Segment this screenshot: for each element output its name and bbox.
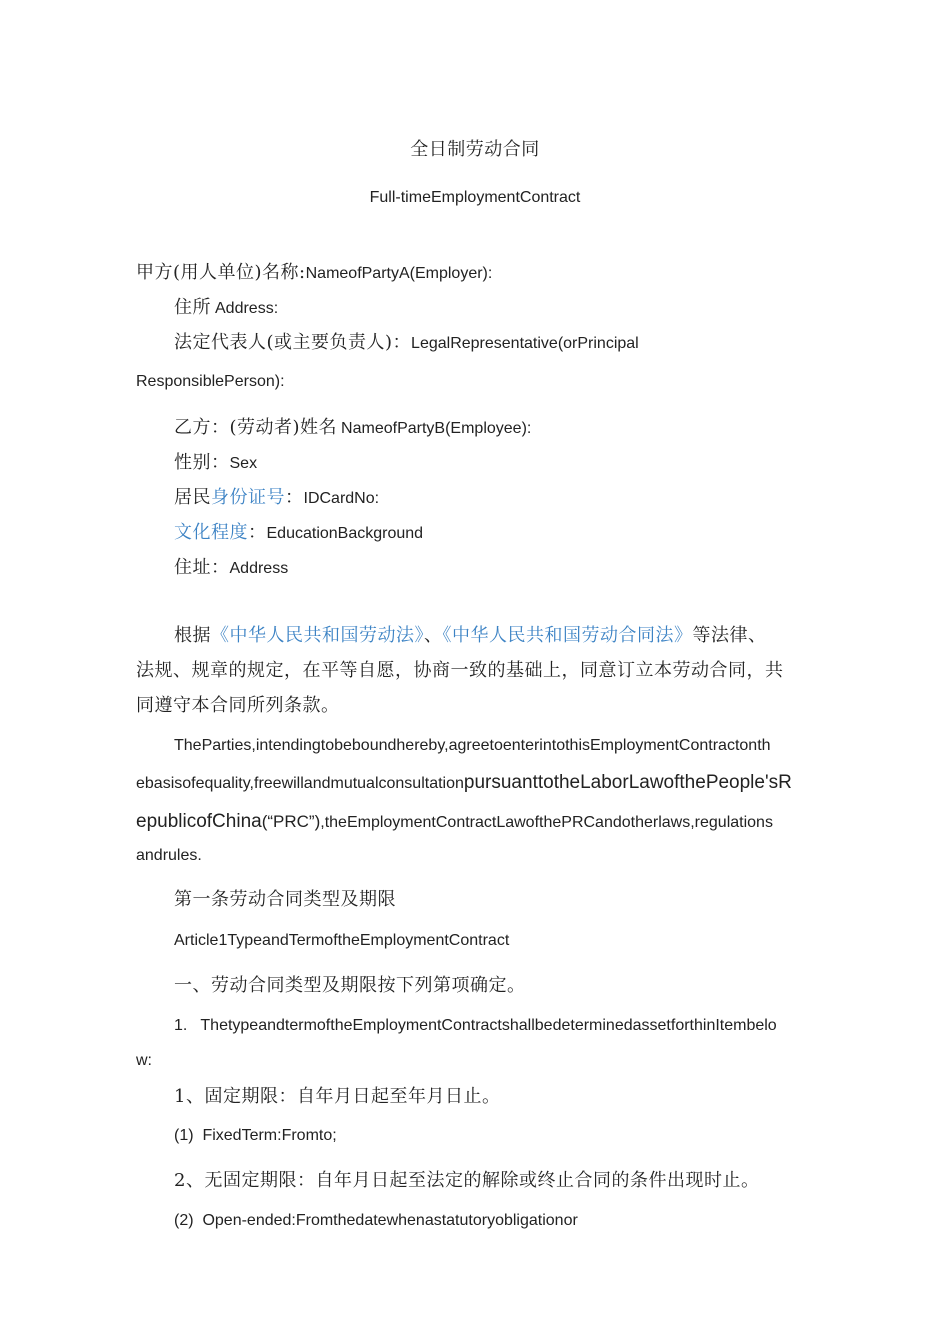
party-b-id-prefix: 居民 bbox=[174, 487, 211, 508]
article1-open-en: (2) Open-ended:Fromthedatewhenastatutoryobligationor bbox=[174, 1212, 578, 1229]
party-a-name-line bbox=[136, 264, 492, 282]
article1-item1-cn: 一、劳动合同类型及期限按下列第项确定。 bbox=[174, 975, 526, 996]
preamble-en-l3-c: ,theEmploymentContractLawofthePRCandotherlaws,regulations bbox=[320, 814, 773, 831]
party-a-rep-cn: 法定代表人(或主要负责人)： bbox=[174, 332, 412, 353]
preamble-cn-l1-a: 根据 bbox=[174, 625, 211, 646]
preamble-cn-line-1 bbox=[174, 627, 767, 645]
party-b-name-en: NameofPartyB(Employee): bbox=[341, 420, 532, 437]
preamble-cn-line-3: 同遵守本合同所列条款。 bbox=[136, 695, 340, 716]
party-b-name-line bbox=[174, 419, 531, 437]
preamble-en-l3-a: epublicofChina bbox=[136, 811, 262, 832]
party-b-edu-colon: ： bbox=[248, 522, 267, 543]
party-a-address-cn: 住所 bbox=[174, 297, 211, 318]
article1-fixed-en: (1) FixedTerm:Fromto; bbox=[174, 1127, 337, 1144]
party-a-rep-line bbox=[174, 334, 639, 352]
party-b-sex-line bbox=[174, 454, 257, 472]
party-b-name-cn: 乙方：(劳动者)姓名 bbox=[174, 417, 338, 438]
preamble-en-l2-b: pursuanttotheLaborLawofthePeople'sR bbox=[463, 772, 792, 793]
preamble-en-line-2 bbox=[136, 773, 792, 792]
article1-title-cn: 第一条劳动合同类型及期限 bbox=[174, 889, 396, 910]
party-b-edu-line bbox=[174, 524, 423, 542]
party-b-address-cn: 住址： bbox=[174, 557, 230, 578]
party-b-id-colon: ： bbox=[285, 487, 304, 508]
party-b-id-line bbox=[174, 489, 379, 507]
party-b-edu-en: EducationBackground bbox=[266, 525, 424, 542]
party-a-name-en: NameofPartyA(Employer): bbox=[305, 265, 493, 282]
party-b-sex-en: Sex bbox=[229, 455, 258, 472]
article1-item1-en: 1. ThetypeandtermoftheEmploymentContractshallbedeterminedassetforthinItembelo bbox=[174, 1017, 777, 1034]
preamble-en-l3-b: (“PRC”) bbox=[261, 812, 321, 831]
party-a-rep-en: LegalRepresentative(orPrincipal bbox=[411, 335, 639, 352]
preamble-en-line-3 bbox=[136, 812, 773, 831]
id-card-link[interactable]: 身份证号 bbox=[211, 487, 285, 508]
article1-item1-en-cont: w: bbox=[136, 1052, 152, 1069]
party-a-address-line bbox=[174, 299, 278, 317]
party-a-address-en: Address: bbox=[215, 300, 279, 317]
party-b-id-en: IDCardNo: bbox=[303, 490, 380, 507]
preamble-cn-line-2: 法规、规章的规定，在平等自愿，协商一致的基础上，同意订立本劳动合同，共 bbox=[136, 660, 784, 681]
party-b-address-en: Address bbox=[229, 560, 289, 577]
article1-fixed-cn: 1、固定期限：自年月日起至年月日止。 bbox=[174, 1086, 501, 1107]
title-cn: 全日制劳动合同 bbox=[410, 139, 540, 160]
title-en: Full-timeEmploymentContract bbox=[369, 189, 581, 206]
party-b-address-line bbox=[174, 559, 288, 577]
party-a-name-cn: 甲方(用人单位)名称: bbox=[136, 262, 306, 283]
party-b-sex-cn: 性别： bbox=[174, 452, 230, 473]
labor-contract-law-link[interactable]: 《中华人民共和国劳动合同法》 bbox=[442, 625, 693, 646]
article1-open-cn: 2、无固定期限：自年月日起至法定的解除或终止合同的条件出现时止。 bbox=[174, 1170, 760, 1191]
preamble-en-line-1: TheParties,intendingtobeboundhereby,agreetoenterintothisEmploymentContractonth bbox=[174, 737, 771, 754]
party-a-rep-en-cont: ResponsiblePerson): bbox=[136, 373, 285, 390]
preamble-en-line-4: andrules. bbox=[136, 847, 202, 864]
education-link[interactable]: 文化程度 bbox=[174, 522, 248, 543]
preamble-cn-l1-sep: 、 bbox=[424, 625, 443, 646]
preamble-cn-l1-b: 等法律、 bbox=[692, 625, 767, 646]
preamble-en-l2-a: ebasisofequality,freewillandmutualconsultation bbox=[136, 775, 464, 792]
labor-law-link[interactable]: 《中华人民共和国劳动法》 bbox=[211, 625, 424, 646]
article1-title-en: Article1TypeandTermoftheEmploymentContract bbox=[174, 932, 510, 949]
